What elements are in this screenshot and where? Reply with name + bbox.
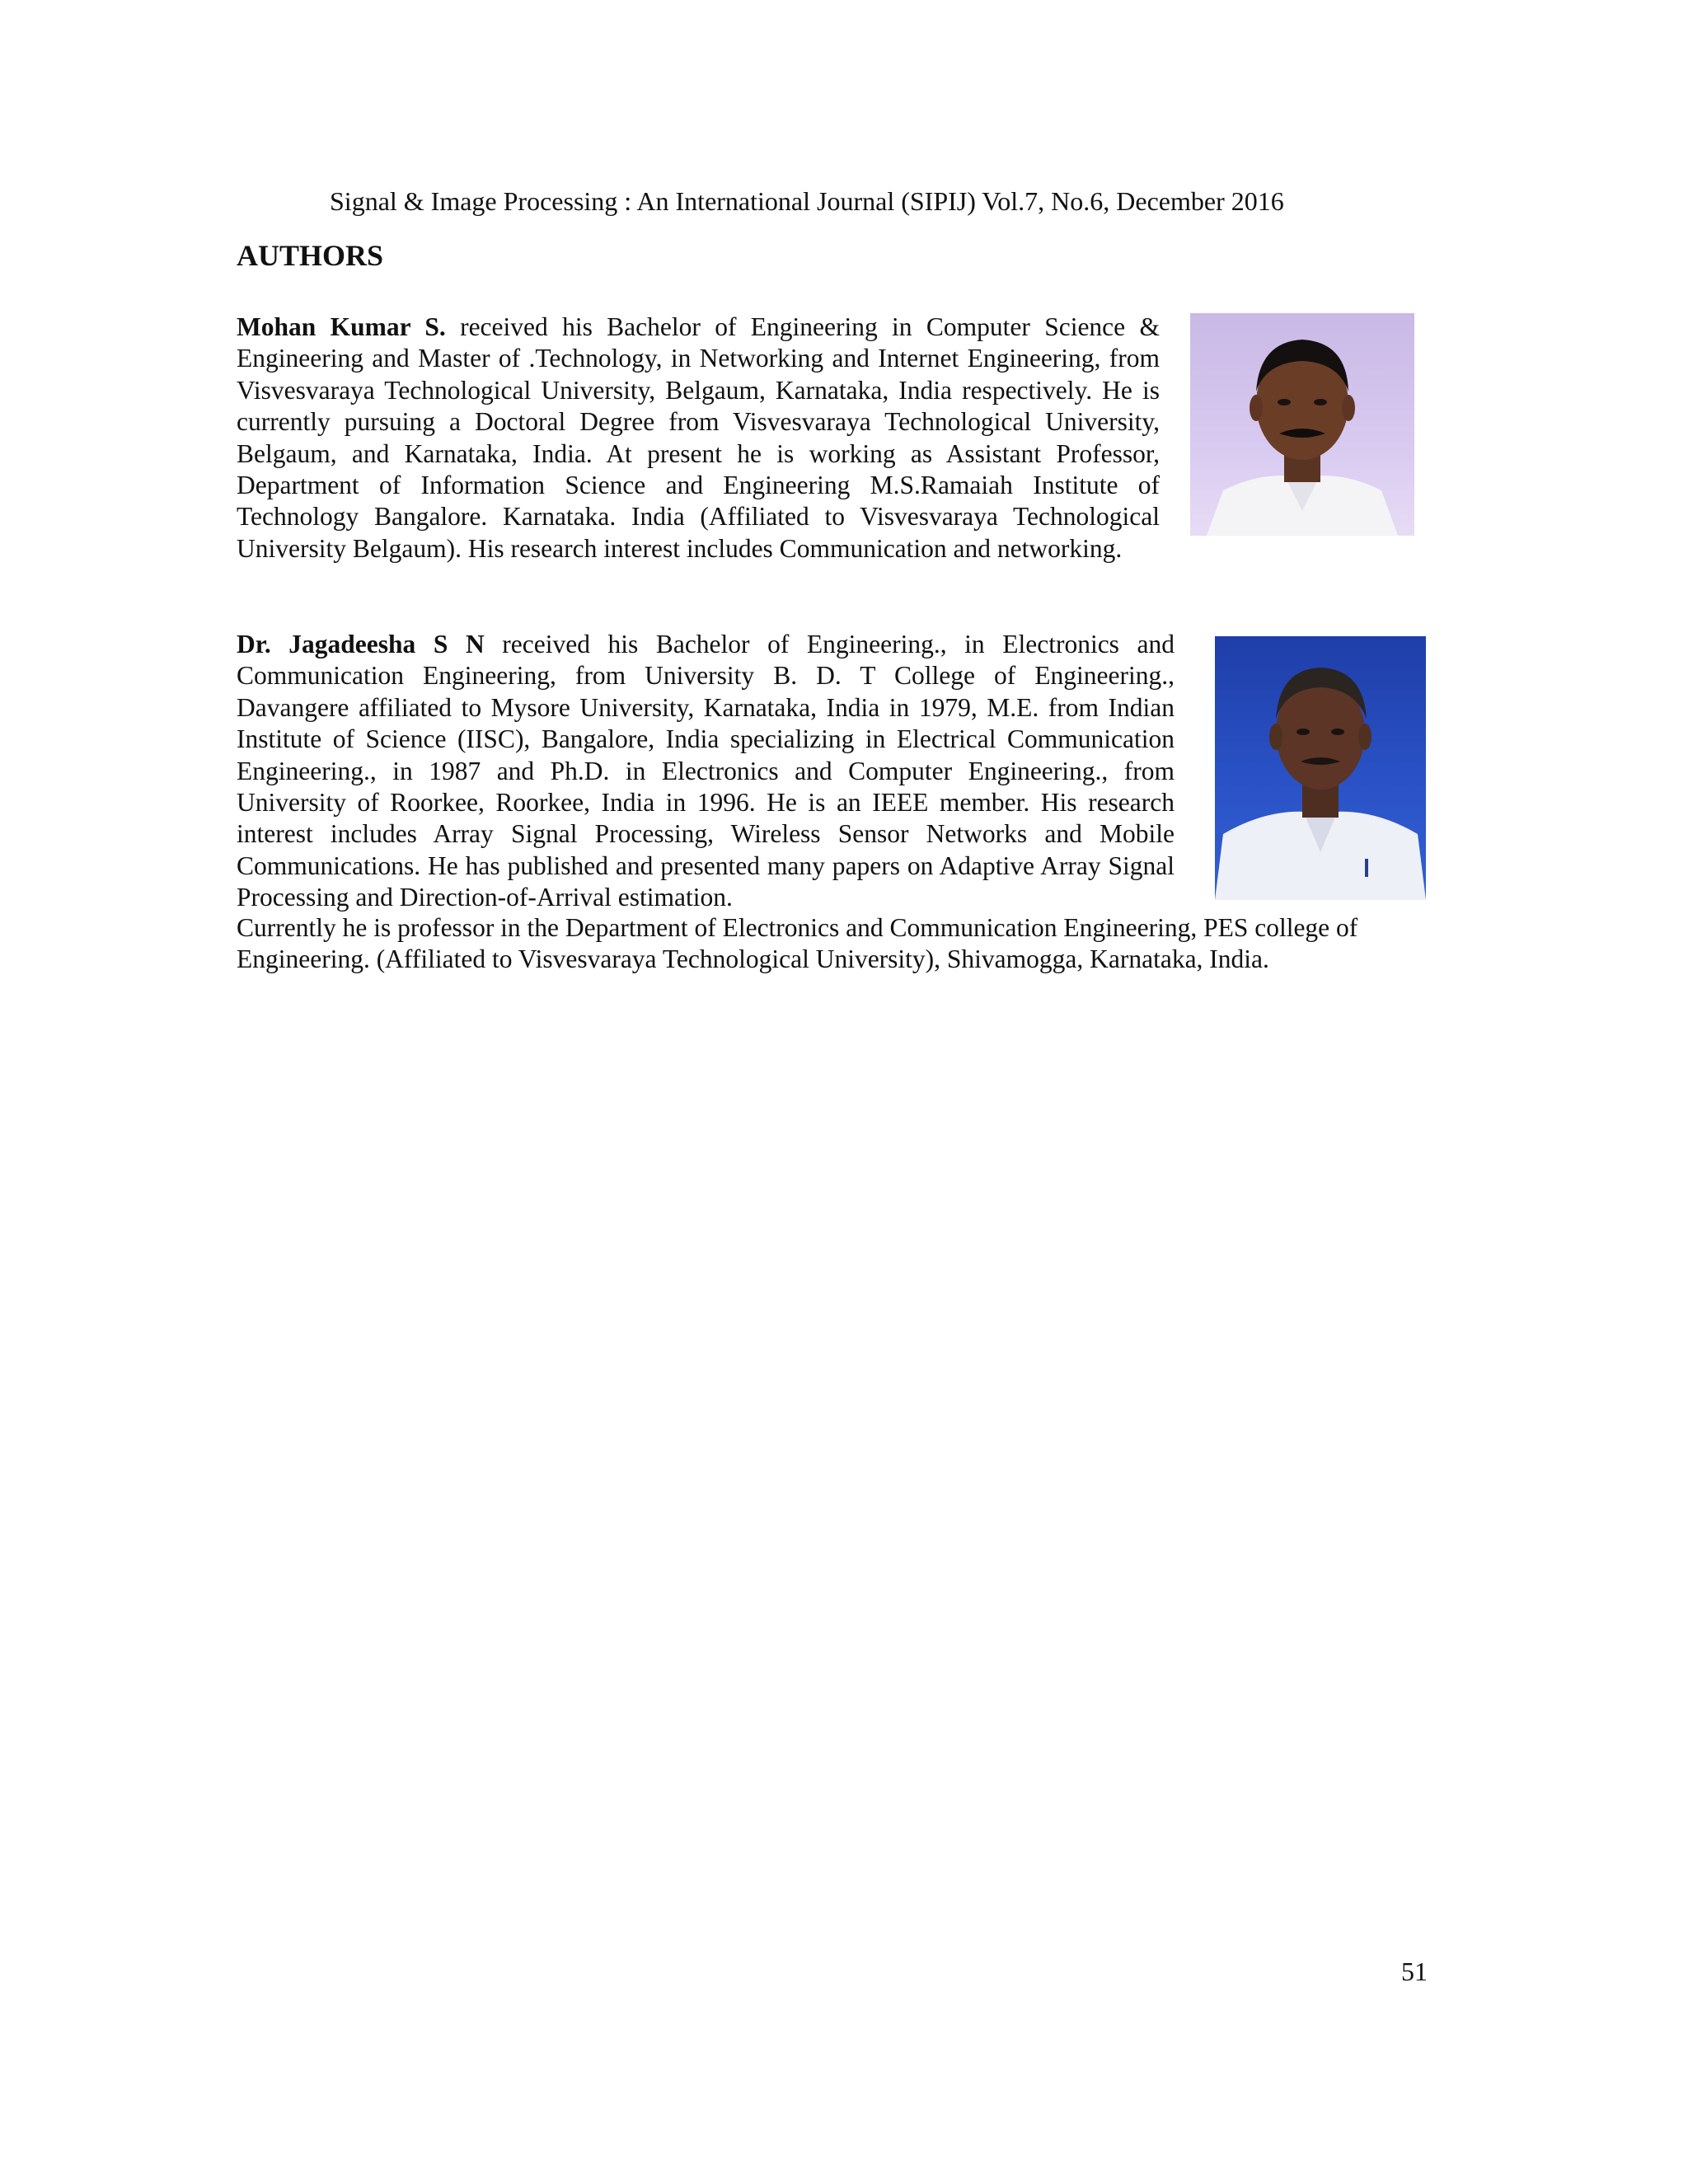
running-header: Signal & Image Processing : An International Journal (SIPIJ) Vol.7, No.6, December 2016	[330, 186, 1284, 216]
author-photo-jagadeesha	[1215, 636, 1426, 900]
author-name: Mohan Kumar S.	[237, 312, 446, 341]
author-bio-jagadeesha	[237, 629, 1175, 914]
author-photo-mohan-kumar	[1190, 313, 1414, 536]
author-bio-text: received his Bachelor of Engineering in Computer Science & Engineering and Master of .Technology, in Networking and Internet Engineering, from Visvesvaraya Technological University, Belgaum, Karnataka, India respectively. He is currently pursuing a Doctoral Degree from Visvesvaraya Technological University, Belgaum, and Karnataka, India. At present he is working as Assistant Professor, Department of Information Science and Engineering M.S.Ramaiah Institute of Technology Bangalore. Karnataka. India (Affiliated to Visvesvaraya Technological University Belgaum). His research interest includes Communication and networking.	[237, 312, 1160, 563]
portrait-illustration	[1190, 313, 1414, 536]
section-heading: AUTHORS	[237, 239, 384, 272]
author-bio-jagadeesha-continued: Currently he is professor in the Department of Electronics and Communication Engineering, PES college of Engineering. (Affiliated to Visvesvaraya Technological University), Shivamogga, Karnataka, India.	[237, 913, 1358, 974]
author-bio-text: received his Bachelor of Engineering., in Electronics and Communication Engineering, from University B. D. T College of Engineering., Davangere affiliated to Mysore University, Karnataka, India in 1979, M.E. from Indian Institute of Science (IISC), Bangalore, India specializing in Electrical Communication Engineering., in 1987 and Ph.D. in Electronics and Computer Engineering., from University of Roorkee, Roorkee, India in 1996. He is an IEEE member. His research interest includes Array Signal Processing, Wireless Sensor Networks and Mobile Communications. He has published and presented many papers on Adaptive Array Signal Processing and Direction-of-Arrival estimation.	[237, 630, 1175, 912]
author-name: Dr. Jagadeesha S N	[237, 630, 485, 658]
author-bio-mohan-kumar	[237, 312, 1160, 565]
portrait-illustration	[1215, 636, 1426, 900]
page-number: 51	[1401, 1957, 1428, 1986]
